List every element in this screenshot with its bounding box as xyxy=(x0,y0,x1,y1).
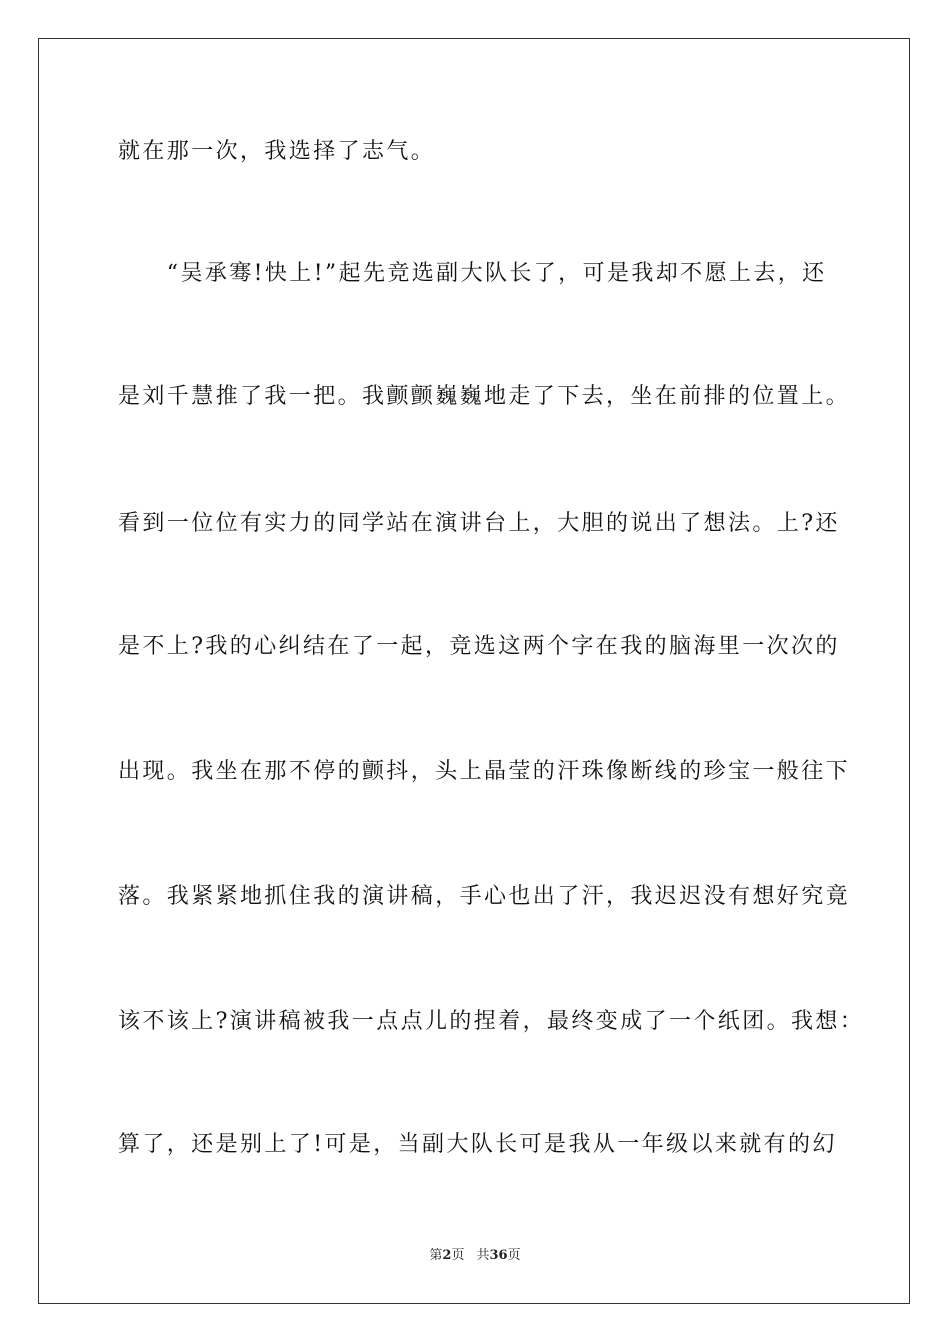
footer-page-number: 2 xyxy=(442,1248,452,1263)
page-border xyxy=(38,38,910,1304)
body-line-1: 就在那一次，我选择了志气。 xyxy=(118,139,436,164)
body-line-3: 是刘千慧推了我一把。我颤颤巍巍地走了下去，坐在前排的位置上。 xyxy=(118,384,851,409)
body-line-4: 看到一位位有实力的同学站在演讲台上，大胆的说出了想法。上?还 xyxy=(118,511,840,536)
page-footer xyxy=(0,1247,950,1265)
body-line-8: 该不该上?演讲稿被我一点点儿的捏着，最终变成了一个纸团。我想： xyxy=(118,1009,865,1034)
footer-total-pages: 36 xyxy=(489,1248,508,1263)
body-line-7: 落。我紧紧地抓住我的演讲稿，手心也出了汗，我迟迟没有想好究竟 xyxy=(118,884,851,909)
body-line-9: 算了，还是别上了!可是，当副大队长可是我从一年级以来就有的幻 xyxy=(118,1132,837,1157)
body-line-2: “吴承骞!快上!”起先竞选副大队长了，可是我却不愿上去，还 xyxy=(118,261,827,286)
footer-total-suffix: 页 xyxy=(507,1248,521,1263)
footer-page-suffix: 页 xyxy=(451,1248,465,1263)
footer-page-prefix: 第 xyxy=(429,1248,443,1263)
body-line-6: 出现。我坐在那不停的颤抖，头上晶莹的汗珠像断线的珍宝一般往下 xyxy=(118,759,851,784)
footer-total-prefix: 共 xyxy=(476,1248,490,1263)
body-line-5: 是不上?我的心纠结在了一起，竞选这两个字在我的脑海里一次次的 xyxy=(118,634,840,659)
